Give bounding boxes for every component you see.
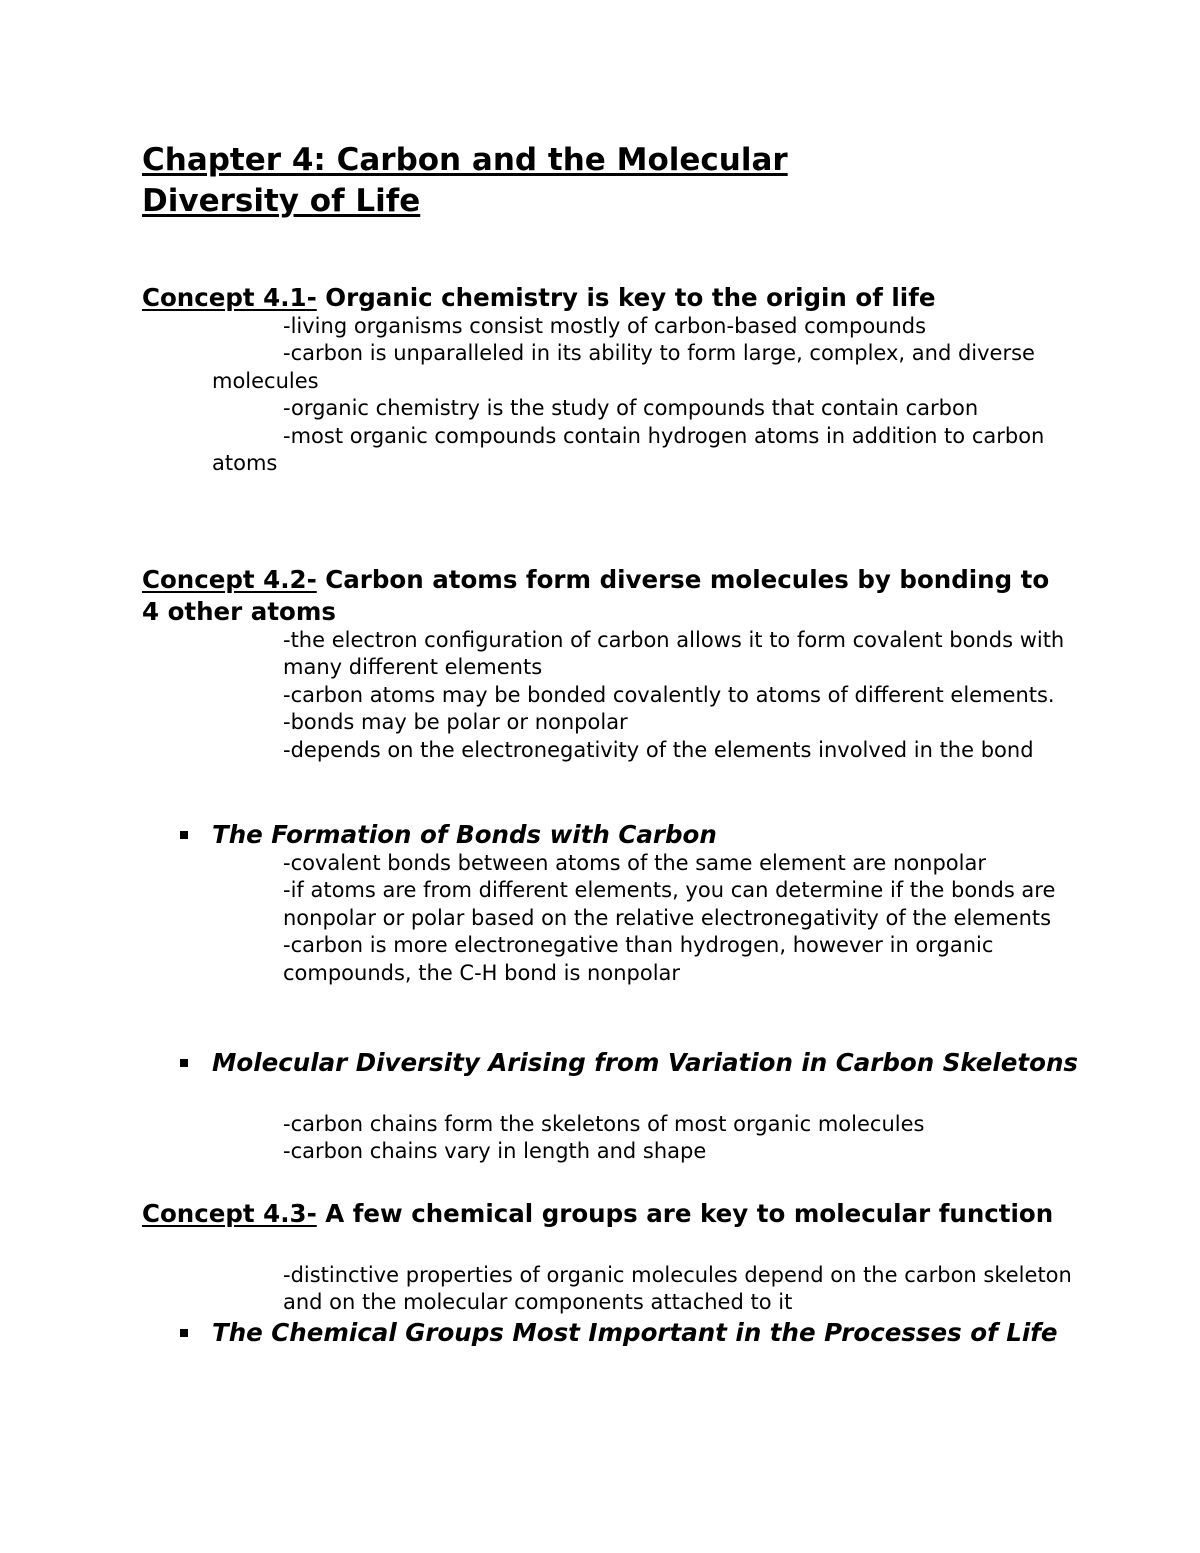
- note-line: -carbon atoms may be bonded covalently to atoms of different elements.: [283, 682, 1055, 707]
- concept-4-2-heading: [142, 564, 1072, 628]
- concept-4-1-heading: [142, 282, 1072, 314]
- subsection-molecular-diversity: [180, 1047, 1080, 1078]
- note-line: -carbon chains form the skeletons of most organic molecules: [283, 1112, 925, 1136]
- chapter-title: [142, 140, 942, 222]
- note-line: -carbon chains vary in length and shape: [283, 1139, 707, 1164]
- square-bullet-icon: [180, 1329, 188, 1337]
- concept-4-1-notes: [212, 313, 1092, 477]
- concept-title: Organic chemistry is key to the origin of life: [316, 283, 936, 312]
- concept-4-3-notes: [283, 1262, 1073, 1317]
- concept-4-3-heading: [142, 1198, 1072, 1230]
- square-bullet-icon: [180, 1059, 188, 1067]
- note-line: -living organisms consist mostly of carbon-based compounds: [283, 314, 927, 338]
- concept-label: Concept 4.1-: [142, 283, 317, 312]
- subsection-formation-of-bonds: [180, 819, 1080, 850]
- subsection-title: The Formation of Bonds with Carbon: [212, 820, 717, 849]
- concept-label: Concept 4.2-: [142, 565, 317, 594]
- formation-of-bonds-notes: [283, 850, 1073, 987]
- concept-title: A few chemical groups are key to molecular function: [316, 1199, 1054, 1228]
- note-line: -depends on the electronegativity of the elements involved in the bond: [283, 737, 1034, 762]
- note-line: -covalent bonds between atoms of the same element are nonpolar: [283, 851, 986, 875]
- note-line: -organic chemistry is the study of compounds that contain carbon: [283, 396, 979, 421]
- note-line: -distinctive properties of organic molecules depend on the carbon skeleton and on the molecular components attached to it: [283, 1263, 1072, 1315]
- note-line: -carbon is unparalleled in its ability to form large, complex, and diverse molecules: [212, 341, 1035, 393]
- chapter-title-line1: Chapter 4: Carbon and the Molecular: [142, 142, 788, 178]
- molecular-diversity-notes: [283, 1111, 1073, 1166]
- note-line: -most organic compounds contain hydrogen atoms in addition to carbon atoms: [212, 423, 1045, 476]
- concept-title: Carbon atoms form diverse molecules by bonding to 4 other atoms: [142, 565, 1050, 626]
- subsection-title: The Chemical Groups Most Important in the Processes of Life: [212, 1318, 1058, 1347]
- chapter-title-line2: Diversity of Life: [142, 183, 421, 219]
- subsection-title: Molecular Diversity Arising from Variation in Carbon Skeletons: [212, 1048, 1078, 1077]
- concept-label: Concept 4.3-: [142, 1199, 317, 1228]
- note-line: -the electron configuration of carbon allows it to form covalent bonds with many different elements: [283, 628, 1065, 680]
- note-line: -carbon is more electronegative than hydrogen, however in organic compounds, the C-H bond is nonpolar: [283, 933, 994, 985]
- note-line: -if atoms are from different elements, you can determine if the bonds are nonpolar or polar based on the relative electronegativity of the elements: [283, 878, 1056, 930]
- concept-4-2-notes: [283, 627, 1073, 764]
- note-line: -bonds may be polar or nonpolar: [283, 710, 628, 735]
- square-bullet-icon: [180, 831, 188, 839]
- subsection-chemical-groups: [180, 1317, 1080, 1348]
